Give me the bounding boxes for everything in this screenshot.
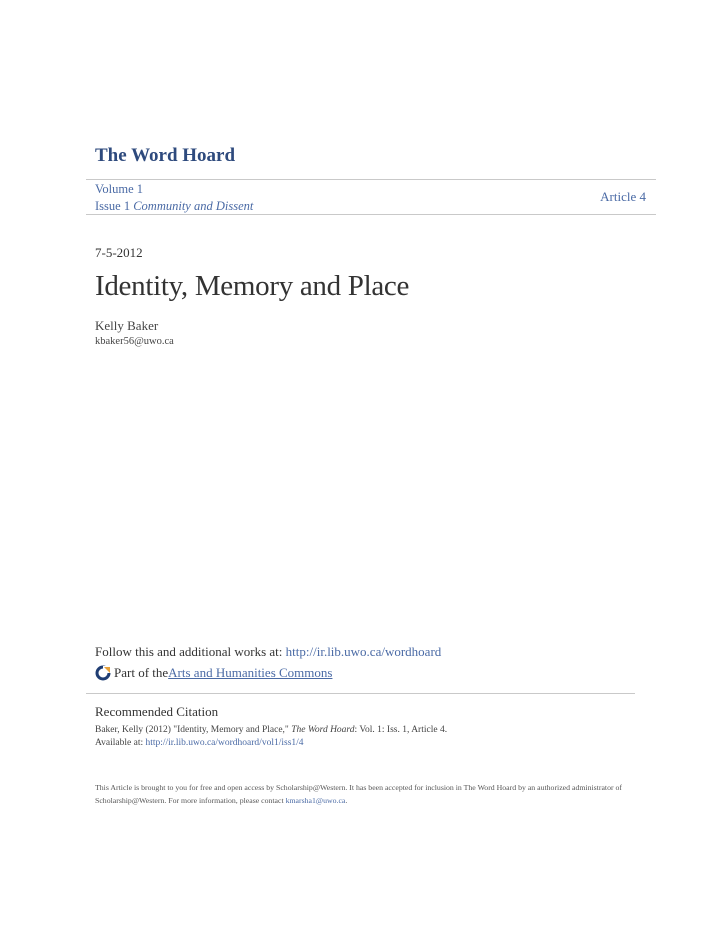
contact-email-link[interactable]: kmarsha1@uwo.ca [285,796,346,805]
volume-link[interactable]: Volume 1 [95,182,144,196]
follow-url-link[interactable]: http://ir.lib.uwo.ca/wordhoard [285,644,442,659]
issue-link[interactable] [95,198,253,215]
citation-journal: The Word Hoard [291,725,355,735]
publication-date: 7-5-2012 [95,245,143,260]
follow-line [95,644,441,660]
citation-rule [86,693,635,694]
author-email: kbaker56@uwo.ca [95,336,174,347]
part-of-text: Part of the [114,665,169,680]
issue-info [95,181,253,215]
arts-humanities-commons-link[interactable]: Arts and Humanities Commons [168,665,333,680]
journal-title: The Word Hoard [95,145,236,166]
issue-theme: Community and Dissent [133,199,254,213]
citation-text [95,724,447,750]
footer-end: . [345,796,348,805]
available-url-link[interactable]: http://ir.lib.uwo.ca/wordhoard/vol1/iss1/4 [145,738,304,748]
available-label: Available at: [95,738,146,748]
part-of-line [95,665,332,681]
recommended-citation-heading: Recommended Citation [95,704,219,719]
issue-number: Issue 1 [95,199,131,213]
author-name: Kelly Baker [95,318,159,333]
footer-note [95,781,635,807]
citation-line [95,724,447,737]
follow-text: Follow this and additional works at: [95,644,286,659]
article-title: Identity, Memory and Place [95,270,410,302]
citation-suffix: : Vol. 1: Iss. 1, Article 4. [354,725,448,735]
header-bottom-rule [86,214,656,215]
header-top-rule [86,179,656,180]
article-number-link[interactable]: Article 4 [600,189,646,204]
citation-availability [95,737,447,750]
commons-logo-icon [95,665,111,681]
footer-text: This Article is brought to you for free and open access by Scholarship@Western. It has been accepted for inclusion in The Word Hoard by an authorized administrator of Scholarship@Western. For more information, please contact [95,783,623,805]
citation-prefix: Baker, Kelly (2012) "Identity, Memory and Place," [95,725,292,735]
